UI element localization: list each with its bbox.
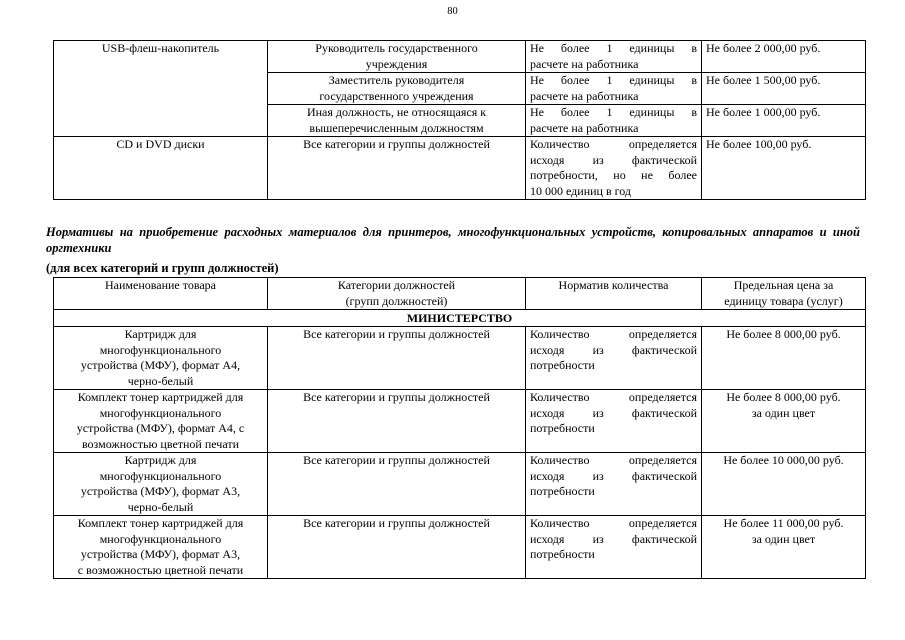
product-cell: Комплект тонер картриджей для многофункционального устройства (МФУ), формат А4, с возможностью цветной печати bbox=[54, 390, 268, 453]
section-heading: Нормативы на приобретение расходных материалов для принтеров, многофункциональных устройств, копировальных аппаратов и иной оргтехники bbox=[46, 225, 860, 255]
category-cell: Все категории и группы должностей bbox=[268, 516, 526, 579]
table-header-row bbox=[54, 278, 866, 310]
table-row bbox=[54, 390, 866, 453]
table-row bbox=[54, 327, 866, 390]
category-cell: Руководитель государственного учреждения bbox=[268, 41, 526, 73]
norm-cell: Не более 1 единицы в расчете на работника bbox=[526, 105, 702, 137]
table-row bbox=[54, 41, 866, 73]
price-cell: Не более 1 500,00 руб. bbox=[702, 73, 866, 105]
table-row bbox=[54, 516, 866, 579]
norm-cell: Количество определяется исходя из фактической потребности, но не более 10 000 единиц в год bbox=[526, 137, 702, 200]
norm-cell: Количество определяется исходя из фактической потребности bbox=[526, 516, 702, 579]
norm-cell: Не более 1 единицы в расчете на работника bbox=[526, 73, 702, 105]
norm-cell: Количество определяется исходя из фактической потребности bbox=[526, 327, 702, 390]
norm-cell: Не более 1 единицы в расчете на работника bbox=[526, 41, 702, 73]
consumables-table bbox=[53, 277, 866, 579]
product-cell: Картридж для многофункционального устройства (МФУ), формат А3, черно-белый bbox=[54, 453, 268, 516]
price-cell: Не более 11 000,00 руб. за один цвет bbox=[702, 516, 866, 579]
header-norm: Норматив количества bbox=[526, 278, 702, 310]
header-category: Категории должностей (групп должностей) bbox=[268, 278, 526, 310]
it-equipment-table bbox=[53, 40, 866, 200]
product-cell: Комплект тонер картриджей для многофункционального устройства (МФУ), формат А3, с возможностью цветной печати bbox=[54, 516, 268, 579]
category-cell: Иная должность, не относящаяся к вышеперечисленным должностям bbox=[268, 105, 526, 137]
price-cell: Не более 2 000,00 руб. bbox=[702, 41, 866, 73]
header-product: Наименование товара bbox=[54, 278, 268, 310]
norm-cell: Количество определяется исходя из фактической потребности bbox=[526, 453, 702, 516]
price-cell: Не более 8 000,00 руб. bbox=[702, 327, 866, 390]
category-cell: Все категории и группы должностей bbox=[268, 327, 526, 390]
category-cell: Все категории и группы должностей bbox=[268, 390, 526, 453]
page-number: 80 bbox=[447, 6, 458, 17]
price-cell: Не более 100,00 руб. bbox=[702, 137, 866, 200]
category-cell: Все категории и группы должностей bbox=[268, 453, 526, 516]
product-cell: Картридж для многофункционального устройства (МФУ), формат А4, черно-белый bbox=[54, 327, 268, 390]
table-row bbox=[54, 453, 866, 516]
price-cell: Не более 1 000,00 руб. bbox=[702, 105, 866, 137]
section-row bbox=[54, 310, 866, 327]
norm-cell: Количество определяется исходя из фактической потребности bbox=[526, 390, 702, 453]
section-label: МИНИСТЕРСТВО bbox=[54, 310, 866, 327]
product-cell: CD и DVD диски bbox=[54, 137, 268, 200]
section-subheading: (для всех категорий и групп должностей) bbox=[46, 261, 279, 275]
header-price: Предельная цена за единицу товара (услуг) bbox=[702, 278, 866, 310]
category-cell: Заместитель руководителя государственного учреждения bbox=[268, 73, 526, 105]
product-cell: USB-флеш-накопитель bbox=[54, 41, 268, 137]
category-cell: Все категории и группы должностей bbox=[268, 137, 526, 200]
price-cell: Не более 10 000,00 руб. bbox=[702, 453, 866, 516]
price-cell: Не более 8 000,00 руб. за один цвет bbox=[702, 390, 866, 453]
table-row bbox=[54, 137, 866, 200]
